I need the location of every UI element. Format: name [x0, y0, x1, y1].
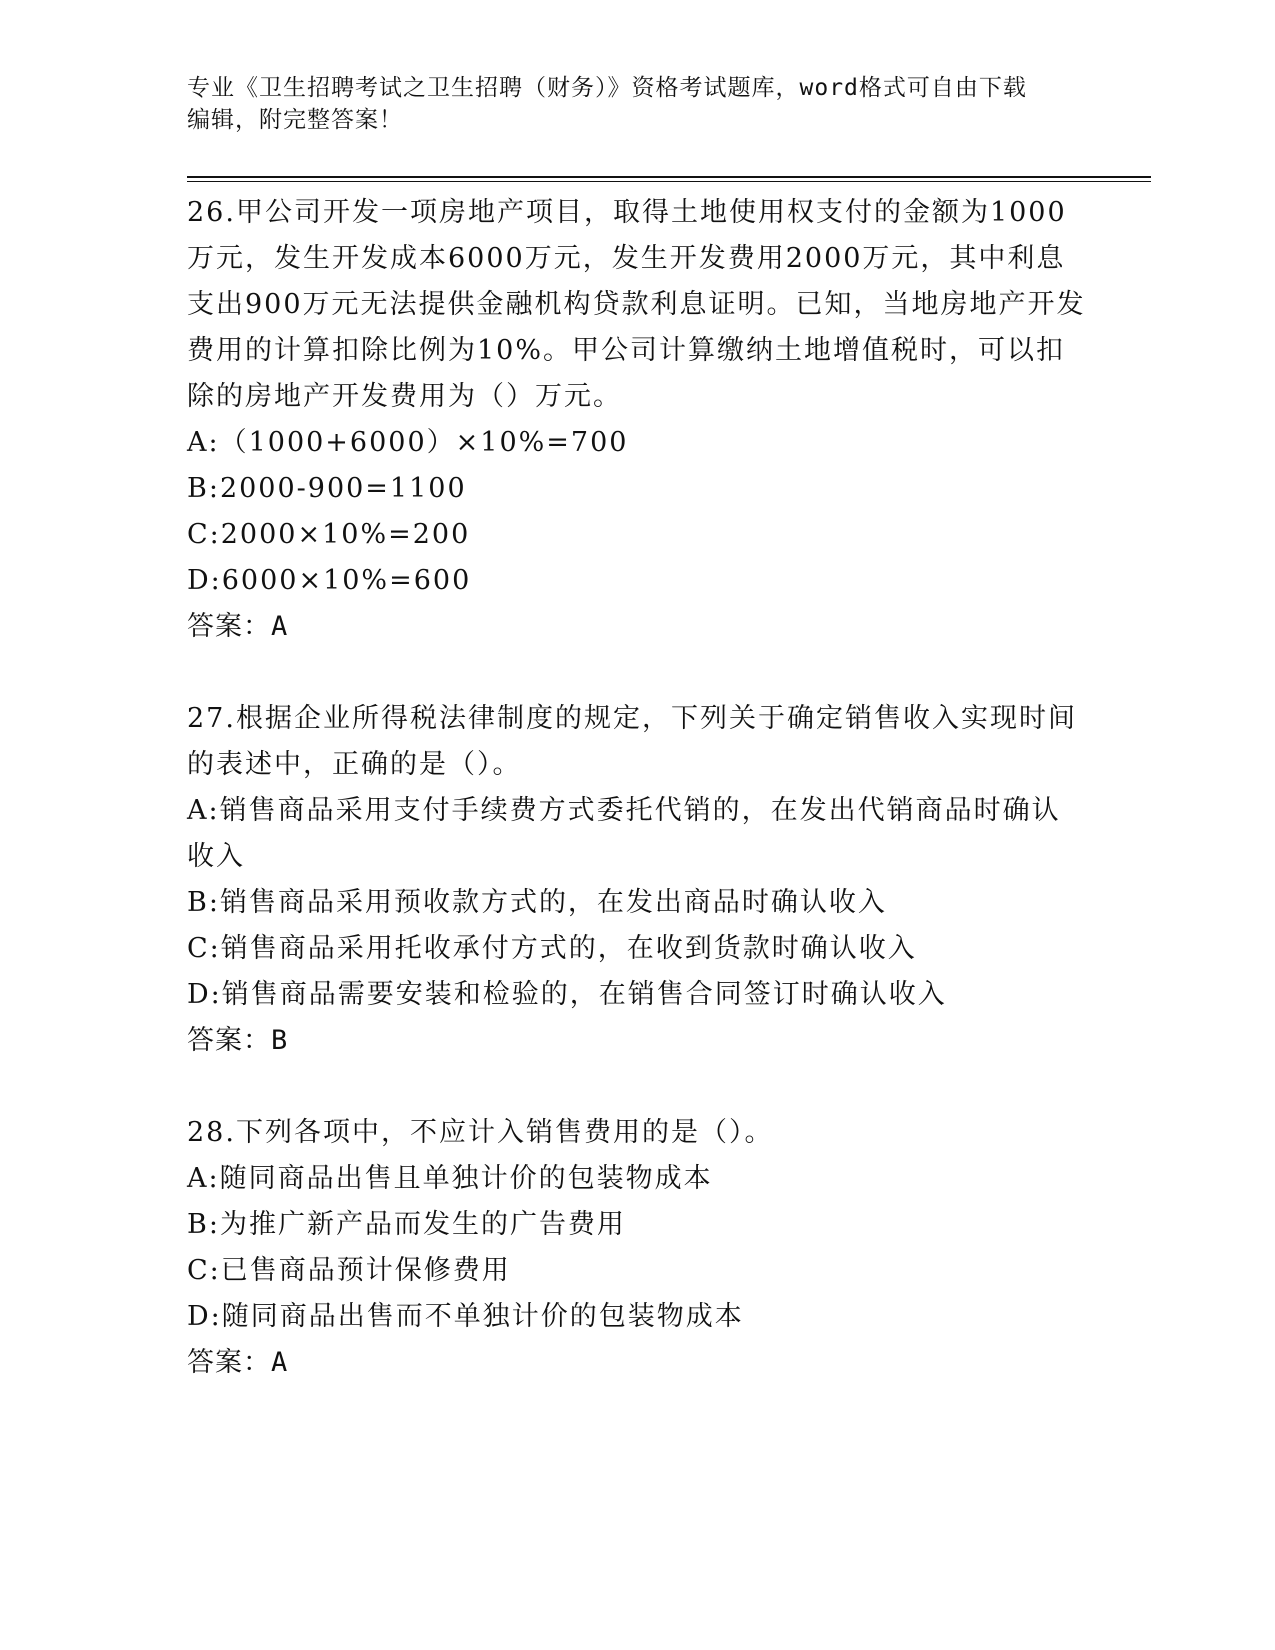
question-list	[187, 190, 1087, 1386]
option-b: B:销售商品采用预收款方式的，在发出商品时确认收入	[187, 887, 887, 918]
question-text: 26.甲公司开发一项房地产项目，取得土地使用权支付的金额为1000万元，发生开发成本6000万元，发生开发费用2000万元，其中利息支出900万元无法提供金融机构贷款利息证明。已知，当地房地产开发费用的计算扣除比例为10%。甲公司计算缴纳土地增值税时，可以扣除的房地产开发费用为（）万元。	[187, 197, 1086, 412]
option-a: A:销售商品采用支付手续费方式委托代销的，在发出代销商品时确认收入	[187, 795, 1061, 872]
option-c: C:销售商品采用托收承付方式的，在收到货款时确认收入	[187, 933, 917, 964]
question-text: 27.根据企业所得税法律制度的规定，下列关于确定销售收入实现时间的表述中，正确的是（）。	[187, 703, 1077, 780]
option-b: B:为推广新产品而发生的广告费用	[187, 1209, 626, 1240]
header-line-2: 编辑，附完整答案！	[187, 107, 403, 133]
header-line-1: 专业《卫生招聘考试之卫生招聘（财务）》资格考试题库，word格式可自由下载	[187, 75, 1027, 101]
option-b: B:2000-900=1100	[187, 473, 467, 504]
header-divider-thick	[187, 176, 1151, 178]
answer-text: 答案：B	[187, 1025, 289, 1056]
answer-text: 答案：A	[187, 611, 289, 642]
answer-text: 答案：A	[187, 1347, 289, 1378]
spacer	[187, 1064, 1087, 1110]
question-27	[187, 696, 1087, 1064]
option-c: C:2000×10%=200	[187, 519, 471, 550]
option-d: D:销售商品需要安装和检验的，在销售合同签订时确认收入	[187, 979, 947, 1010]
question-text: 28.下列各项中，不应计入销售费用的是（）。	[187, 1117, 774, 1148]
option-d: D:6000×10%=600	[187, 565, 472, 596]
document-header	[187, 72, 1087, 136]
option-a: A:（1000+6000）×10%=700	[187, 427, 629, 458]
question-28	[187, 1110, 1087, 1386]
option-c: C:已售商品预计保修费用	[187, 1255, 511, 1286]
question-26	[187, 190, 1087, 650]
option-d: D:随同商品出售而不单独计价的包装物成本	[187, 1301, 744, 1332]
spacer	[187, 650, 1087, 696]
option-a: A:随同商品出售且单独计价的包装物成本	[187, 1163, 713, 1194]
header-divider-thin	[187, 181, 1151, 182]
